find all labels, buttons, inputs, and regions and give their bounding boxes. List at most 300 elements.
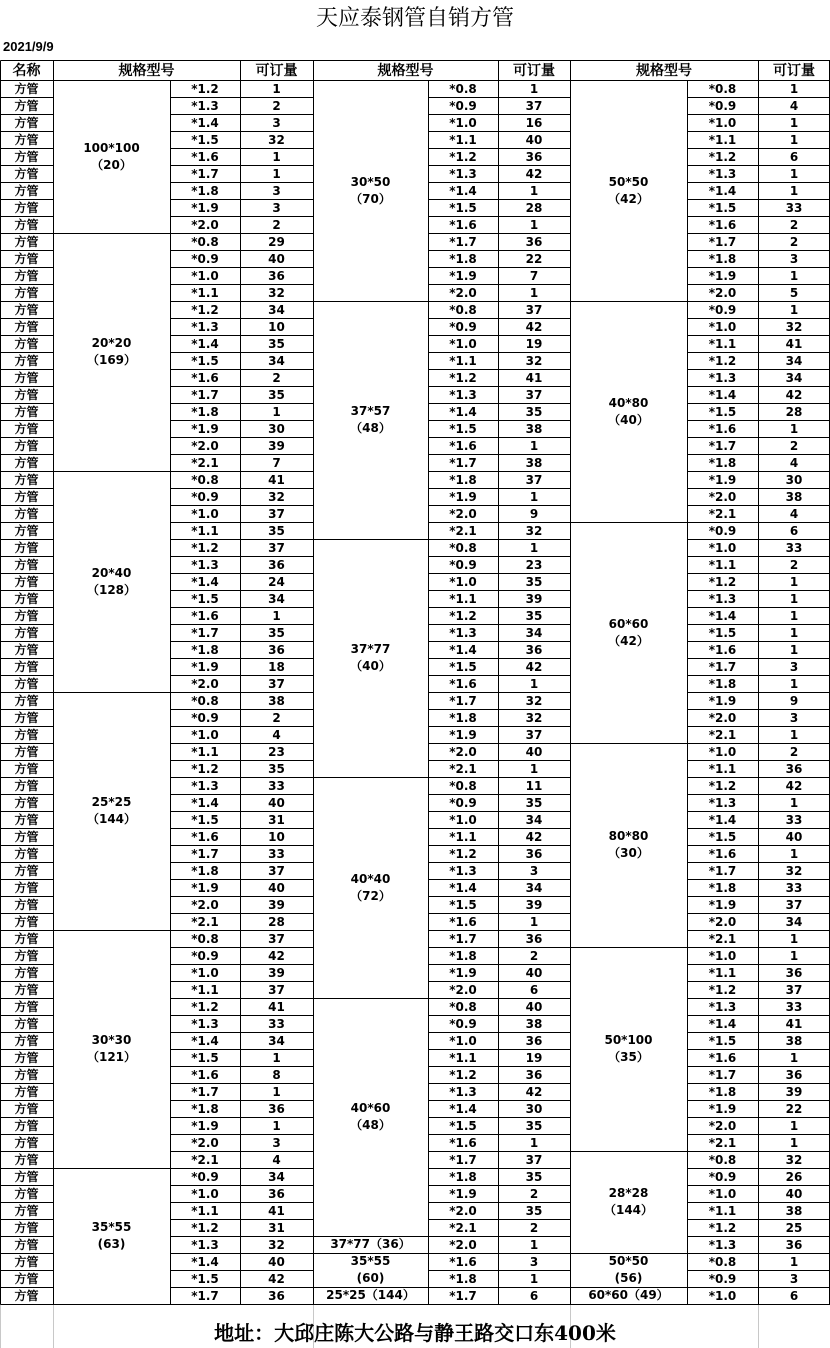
spec-group <box>53 80 170 233</box>
row-label: 方管 <box>14 847 39 861</box>
quantity-cell: 30 <box>268 421 285 436</box>
quantity-cell: 41 <box>268 999 285 1014</box>
spec-count: （72） <box>350 888 391 903</box>
thickness-cell: *1.3 <box>708 370 737 385</box>
row-label: 方管 <box>14 1204 39 1218</box>
thickness-cell: *1.0 <box>449 336 477 351</box>
thickness-cell: *1.7 <box>708 659 737 674</box>
thickness-cell: *0.9 <box>708 302 737 317</box>
quantity-cell: 39 <box>268 897 285 912</box>
quantity-cell: 2 <box>789 217 799 232</box>
quantity-cell: 32 <box>525 353 543 368</box>
quantity-cell: 28 <box>268 914 285 929</box>
quantity-cell: 34 <box>268 591 285 606</box>
thickness-cell: *0.9 <box>191 489 219 504</box>
quantity-cell: 35 <box>525 1203 543 1218</box>
quantity-cell: 37 <box>268 863 285 878</box>
quantity-cell: 39 <box>268 438 285 453</box>
header-name: 名称 <box>12 63 41 79</box>
quantity-cell: 3 <box>789 710 799 725</box>
row-label: 方管 <box>14 1272 39 1286</box>
row-label: 方管 <box>14 252 39 266</box>
quantity-cell: 32 <box>785 863 803 878</box>
thickness-cell: *1.6 <box>449 217 477 232</box>
quantity-cell: 33 <box>785 999 803 1014</box>
quantity-cell: 30 <box>785 472 803 487</box>
row-label: 方管 <box>14 745 39 759</box>
quantity-cell: 34 <box>525 812 543 827</box>
row-label: 方管 <box>14 813 39 827</box>
row-label: 方管 <box>14 388 39 402</box>
quantity-cell: 6 <box>789 1288 799 1303</box>
quantity-cell: 3 <box>529 863 539 878</box>
quantity-cell: 35 <box>525 795 543 810</box>
thickness-cell: *1.8 <box>191 183 219 198</box>
quantity-cell: 6 <box>529 982 539 997</box>
spec-count: （48） <box>350 1118 391 1132</box>
quantity-cell: 1 <box>529 1135 539 1150</box>
thickness-cell: *1.1 <box>708 1203 737 1218</box>
row-label: 方管 <box>14 167 39 181</box>
spec-size: 25*25（144） <box>326 1288 415 1302</box>
quantity-cell: 37 <box>268 676 285 691</box>
quantity-cell: 1 <box>272 1118 281 1133</box>
header-spec: 规格型号 <box>636 63 692 79</box>
spec-group <box>313 1236 428 1253</box>
thickness-cell: *1.8 <box>191 1101 219 1116</box>
thickness-cell: *0.9 <box>191 710 219 725</box>
thickness-cell: *1.2 <box>449 1067 477 1082</box>
row-label: 方管 <box>14 490 39 504</box>
quantity-cell: 34 <box>525 625 543 640</box>
row-label: 方管 <box>14 626 39 640</box>
thickness-cell: *1.7 <box>191 846 219 861</box>
header-spec: 规格型号 <box>377 63 434 79</box>
header-qty: 可订量 <box>513 63 555 79</box>
thickness-cell: *1.8 <box>191 642 219 657</box>
quantity-cell: 2 <box>529 948 539 963</box>
row-label: 方管 <box>14 1170 39 1184</box>
thickness-cell: *1.6 <box>708 1050 737 1065</box>
quantity-cell: 5 <box>789 285 799 300</box>
spec-group <box>313 1287 428 1304</box>
thickness-cell: *1.0 <box>191 965 219 980</box>
thickness-cell: *1.4 <box>191 1033 219 1048</box>
quantity-cell: 39 <box>525 897 543 912</box>
row-label: 方管 <box>14 1000 39 1014</box>
thickness-cell: *1.0 <box>449 574 477 589</box>
thickness-cell: *1.7 <box>191 625 219 640</box>
thickness-cell: *0.8 <box>708 81 737 96</box>
quantity-cell: 42 <box>525 829 543 844</box>
quantity-cell: 37 <box>525 98 543 113</box>
quantity-cell: 1 <box>789 115 799 130</box>
thickness-cell: *1.3 <box>191 98 219 113</box>
quantity-cell: 40 <box>525 132 543 147</box>
quantity-cell: 39 <box>268 965 285 980</box>
quantity-cell: 41 <box>785 336 803 351</box>
quantity-cell: 1 <box>789 302 799 317</box>
thickness-cell: *1.3 <box>449 166 477 181</box>
thickness-cell: *1.7 <box>708 234 737 249</box>
spec-group <box>570 947 687 1151</box>
thickness-cell: *1.1 <box>191 285 219 300</box>
quantity-cell: 6 <box>529 1288 539 1303</box>
quantity-cell: 1 <box>789 642 799 657</box>
spec-size: 50*50 <box>608 174 649 189</box>
row-label: 方管 <box>14 1221 39 1235</box>
thickness-cell: *1.2 <box>449 846 477 861</box>
spec-count: （70） <box>350 191 391 206</box>
thickness-cell: *2.0 <box>708 914 737 929</box>
quantity-cell: 4 <box>272 1152 281 1167</box>
thickness-cell: *2.0 <box>708 710 737 725</box>
thickness-cell: *1.3 <box>708 1237 737 1252</box>
spec-size: 37*77（36） <box>330 1237 411 1251</box>
thickness-cell: *1.6 <box>191 370 219 385</box>
thickness-cell: *1.0 <box>708 948 737 963</box>
thickness-cell: *1.2 <box>191 761 219 776</box>
row-label: 方管 <box>14 949 39 963</box>
quantity-cell: 2 <box>272 217 281 232</box>
thickness-cell: *1.0 <box>191 727 219 742</box>
quantity-cell: 4 <box>789 506 799 521</box>
thickness-cell: *0.8 <box>449 81 477 96</box>
row-label: 方管 <box>14 286 39 300</box>
thickness-cell: *2.1 <box>449 523 477 538</box>
quantity-cell: 35 <box>525 1169 543 1184</box>
spec-group <box>570 301 687 522</box>
quantity-cell: 2 <box>272 98 281 113</box>
thickness-cell: *1.7 <box>449 693 477 708</box>
thickness-cell: *0.9 <box>708 1271 737 1286</box>
quantity-cell: 18 <box>268 659 285 674</box>
thickness-cell: *2.1 <box>708 727 737 742</box>
thickness-cell: *1.9 <box>449 965 477 980</box>
row-label: 方管 <box>14 558 39 572</box>
quantity-cell: 32 <box>785 319 803 334</box>
thickness-cell: *1.1 <box>449 1050 477 1065</box>
spec-group <box>570 80 687 301</box>
row-label: 方管 <box>14 405 39 419</box>
quantity-cell: 19 <box>525 1050 543 1065</box>
spec-size: 40*80 <box>608 395 649 410</box>
quantity-cell: 19 <box>525 336 543 351</box>
quantity-cell: 41 <box>268 1203 285 1218</box>
quantity-cell: 1 <box>272 149 281 164</box>
thickness-cell: *0.8 <box>191 931 219 946</box>
spec-group <box>570 1151 687 1253</box>
thickness-cell: *1.1 <box>708 965 737 980</box>
quantity-cell: 1 <box>272 608 281 623</box>
spec-size: 40*40 <box>350 871 391 886</box>
quantity-cell: 36 <box>268 1288 285 1303</box>
quantity-cell: 37 <box>525 472 543 487</box>
thickness-cell: *0.9 <box>191 948 219 963</box>
quantity-cell: 11 <box>525 778 543 793</box>
thickness-cell: *1.9 <box>191 1118 219 1133</box>
row-label: 方管 <box>14 711 39 725</box>
quantity-cell: 2 <box>529 1186 539 1201</box>
row-label: 方管 <box>14 371 39 385</box>
thickness-cell: *1.8 <box>449 1169 477 1184</box>
thickness-cell: *0.9 <box>449 319 477 334</box>
thickness-cell: *1.2 <box>191 999 219 1014</box>
spec-size: 30*30 <box>91 1033 132 1047</box>
thickness-cell: *1.1 <box>191 523 219 538</box>
thickness-cell: *1.4 <box>191 574 219 589</box>
thickness-cell: *1.9 <box>449 727 477 742</box>
header-qty: 可订量 <box>255 63 298 79</box>
quantity-cell: 41 <box>525 370 543 385</box>
thickness-cell: *1.8 <box>191 404 219 419</box>
quantity-cell: 35 <box>525 1118 543 1133</box>
quantity-cell: 33 <box>268 778 285 793</box>
row-label: 方管 <box>14 507 39 521</box>
quantity-cell: 1 <box>789 574 799 589</box>
thickness-cell: *1.6 <box>449 914 477 929</box>
row-label: 方管 <box>14 728 39 742</box>
row-label: 方管 <box>14 99 39 113</box>
row-label: 方管 <box>14 881 39 895</box>
thickness-cell: *1.3 <box>708 591 737 606</box>
report-date: 2021/9/9 <box>3 39 54 54</box>
quantity-cell: 1 <box>789 268 799 283</box>
thickness-cell: *2.0 <box>191 217 219 232</box>
quantity-cell: 38 <box>785 489 803 504</box>
spec-size: 50*100 <box>604 1033 653 1047</box>
thickness-cell: *1.8 <box>708 1084 737 1099</box>
quantity-cell: 42 <box>268 948 285 963</box>
thickness-cell: *1.6 <box>191 1067 219 1082</box>
quantity-cell: 1 <box>529 676 539 691</box>
quantity-cell: 16 <box>525 115 543 130</box>
row-label: 方管 <box>14 864 39 878</box>
quantity-cell: 39 <box>785 1084 803 1099</box>
thickness-cell: *1.2 <box>708 149 737 164</box>
quantity-cell: 3 <box>272 183 281 198</box>
quantity-cell: 38 <box>525 1016 543 1031</box>
quantity-cell: 36 <box>268 268 285 283</box>
thickness-cell: *1.6 <box>708 642 737 657</box>
row-label: 方管 <box>14 133 39 147</box>
thickness-cell: *2.0 <box>708 285 737 300</box>
spec-group <box>313 777 428 998</box>
row-label: 方管 <box>14 1068 39 1082</box>
thickness-cell: *2.0 <box>191 1135 219 1150</box>
thickness-cell: *1.4 <box>449 1101 477 1116</box>
row-label: 方管 <box>14 796 39 810</box>
row-label: 方管 <box>14 116 39 130</box>
quantity-cell: 37 <box>785 897 803 912</box>
thickness-cell: *0.9 <box>449 795 477 810</box>
row-label: 方管 <box>14 1051 39 1065</box>
spec-group <box>53 692 170 930</box>
row-label: 方管 <box>14 150 39 164</box>
thickness-cell: *0.9 <box>708 1169 737 1184</box>
quantity-cell: 1 <box>789 132 799 147</box>
row-label: 方管 <box>14 524 39 538</box>
quantity-cell: 1 <box>789 166 799 181</box>
quantity-cell: 32 <box>268 285 285 300</box>
quantity-cell: 38 <box>525 421 543 436</box>
thickness-cell: *1.5 <box>449 659 477 674</box>
quantity-cell: 34 <box>525 880 543 895</box>
thickness-cell: *1.2 <box>708 353 737 368</box>
thickness-cell: *1.8 <box>449 1271 477 1286</box>
thickness-cell: *1.7 <box>449 931 477 946</box>
quantity-cell: 4 <box>272 727 281 742</box>
quantity-cell: 1 <box>272 1084 281 1099</box>
thickness-cell: *1.9 <box>708 897 737 912</box>
quantity-cell: 36 <box>785 761 803 776</box>
row-label: 方管 <box>14 762 39 776</box>
quantity-cell: 36 <box>268 642 285 657</box>
thickness-cell: *2.0 <box>191 676 219 691</box>
thickness-cell: *1.3 <box>449 625 477 640</box>
quantity-cell: 40 <box>525 999 543 1014</box>
thickness-cell: *2.0 <box>191 438 219 453</box>
quantity-cell: 2 <box>789 234 799 249</box>
quantity-cell: 36 <box>525 931 543 946</box>
row-label: 方管 <box>14 694 39 708</box>
row-label: 方管 <box>14 1034 39 1048</box>
thickness-cell: *1.6 <box>708 846 737 861</box>
thickness-cell: *1.8 <box>449 710 477 725</box>
spec-count: （42） <box>608 633 649 648</box>
quantity-cell: 42 <box>525 659 543 674</box>
quantity-cell: 35 <box>268 336 285 351</box>
spec-size: 37*57 <box>350 404 391 418</box>
thickness-cell: *1.0 <box>708 540 737 555</box>
spec-size: 30*50 <box>350 174 391 189</box>
quantity-cell: 1 <box>529 217 539 232</box>
spec-size: 80*80 <box>608 829 649 843</box>
row-label: 方管 <box>14 1238 39 1252</box>
quantity-cell: 4 <box>789 455 799 470</box>
thickness-cell: *2.1 <box>449 1220 477 1235</box>
quantity-cell: 1 <box>529 761 539 776</box>
quantity-cell: 29 <box>268 234 285 249</box>
thickness-cell: *1.3 <box>708 166 737 181</box>
quantity-cell: 1 <box>789 1135 799 1150</box>
quantity-cell: 31 <box>268 1220 285 1235</box>
quantity-cell: 3 <box>789 659 799 674</box>
thickness-cell: *1.8 <box>449 472 477 487</box>
thickness-cell: *1.1 <box>449 132 477 147</box>
quantity-cell: 2 <box>272 370 281 385</box>
quantity-cell: 41 <box>268 472 285 487</box>
spec-size: 100*100 <box>83 140 140 155</box>
quantity-cell: 1 <box>529 914 539 929</box>
thickness-cell: *1.6 <box>708 421 737 436</box>
thickness-cell: *1.7 <box>449 1152 477 1167</box>
quantity-cell: 39 <box>525 591 543 606</box>
quantity-cell: 1 <box>789 81 799 96</box>
thickness-cell: *1.9 <box>449 489 477 504</box>
quantity-cell: 1 <box>789 727 799 742</box>
quantity-cell: 37 <box>525 302 543 317</box>
quantity-cell: 25 <box>785 1220 803 1235</box>
quantity-cell: 23 <box>525 557 543 572</box>
row-label: 方管 <box>14 473 39 487</box>
thickness-cell: *1.2 <box>191 540 219 555</box>
quantity-cell: 37 <box>525 1152 543 1167</box>
thickness-cell: *0.8 <box>449 302 477 317</box>
quantity-cell: 1 <box>529 285 539 300</box>
row-label: 方管 <box>14 1289 39 1303</box>
spec-size: 60*60（49） <box>588 1288 669 1302</box>
thickness-cell: *1.7 <box>191 387 219 402</box>
quantity-cell: 42 <box>525 1084 543 1099</box>
spec-group <box>313 80 428 301</box>
quantity-cell: 32 <box>525 523 543 538</box>
row-label: 方管 <box>14 1102 39 1116</box>
quantity-cell: 33 <box>785 812 803 827</box>
thickness-cell: *1.4 <box>191 1254 219 1269</box>
thickness-cell: *1.0 <box>708 115 737 130</box>
spec-count: （48） <box>350 421 391 435</box>
quantity-cell: 38 <box>785 1203 803 1218</box>
thickness-cell: *1.4 <box>708 183 737 198</box>
thickness-cell: *1.9 <box>708 472 737 487</box>
thickness-cell: *1.9 <box>191 659 219 674</box>
quantity-cell: 1 <box>789 608 799 623</box>
thickness-cell: *1.1 <box>708 132 737 147</box>
thickness-cell: *1.1 <box>191 744 219 759</box>
header-spec: 规格型号 <box>118 63 175 79</box>
quantity-cell: 32 <box>268 489 285 504</box>
quantity-cell: 36 <box>268 1186 285 1201</box>
thickness-cell: *1.1 <box>708 336 737 351</box>
thickness-cell: *0.8 <box>449 999 477 1014</box>
row-label: 方管 <box>14 575 39 589</box>
quantity-cell: 32 <box>525 693 543 708</box>
thickness-cell: *0.9 <box>191 251 219 266</box>
row-label: 方管 <box>14 320 39 334</box>
quantity-cell: 35 <box>525 404 543 419</box>
spec-group <box>313 539 428 777</box>
spec-group <box>313 301 428 539</box>
thickness-cell: *1.2 <box>708 574 737 589</box>
quantity-cell: 40 <box>268 251 285 266</box>
quantity-cell: 30 <box>525 1101 543 1116</box>
quantity-cell: 35 <box>268 387 285 402</box>
quantity-cell: 36 <box>785 1237 803 1252</box>
quantity-cell: 33 <box>785 540 803 555</box>
thickness-cell: *2.0 <box>191 897 219 912</box>
spec-group <box>313 998 428 1236</box>
thickness-cell: *1.3 <box>708 999 737 1014</box>
quantity-cell: 1 <box>789 625 799 640</box>
row-label: 方管 <box>14 541 39 555</box>
thickness-cell: *1.9 <box>708 1101 737 1116</box>
quantity-cell: 42 <box>785 778 803 793</box>
quantity-cell: 35 <box>268 625 285 640</box>
quantity-cell: 1 <box>789 1254 799 1269</box>
row-label: 方管 <box>14 456 39 470</box>
quantity-cell: 36 <box>525 234 543 249</box>
quantity-cell: 33 <box>785 880 803 895</box>
thickness-cell: *0.8 <box>708 1254 737 1269</box>
thickness-cell: *1.8 <box>449 251 477 266</box>
quantity-cell: 1 <box>272 81 281 96</box>
spec-count: (60) <box>356 1271 385 1285</box>
thickness-cell: *1.4 <box>191 336 219 351</box>
quantity-cell: 1 <box>529 540 539 555</box>
thickness-cell: *0.8 <box>708 1152 737 1167</box>
row-label: 方管 <box>14 1187 39 1201</box>
